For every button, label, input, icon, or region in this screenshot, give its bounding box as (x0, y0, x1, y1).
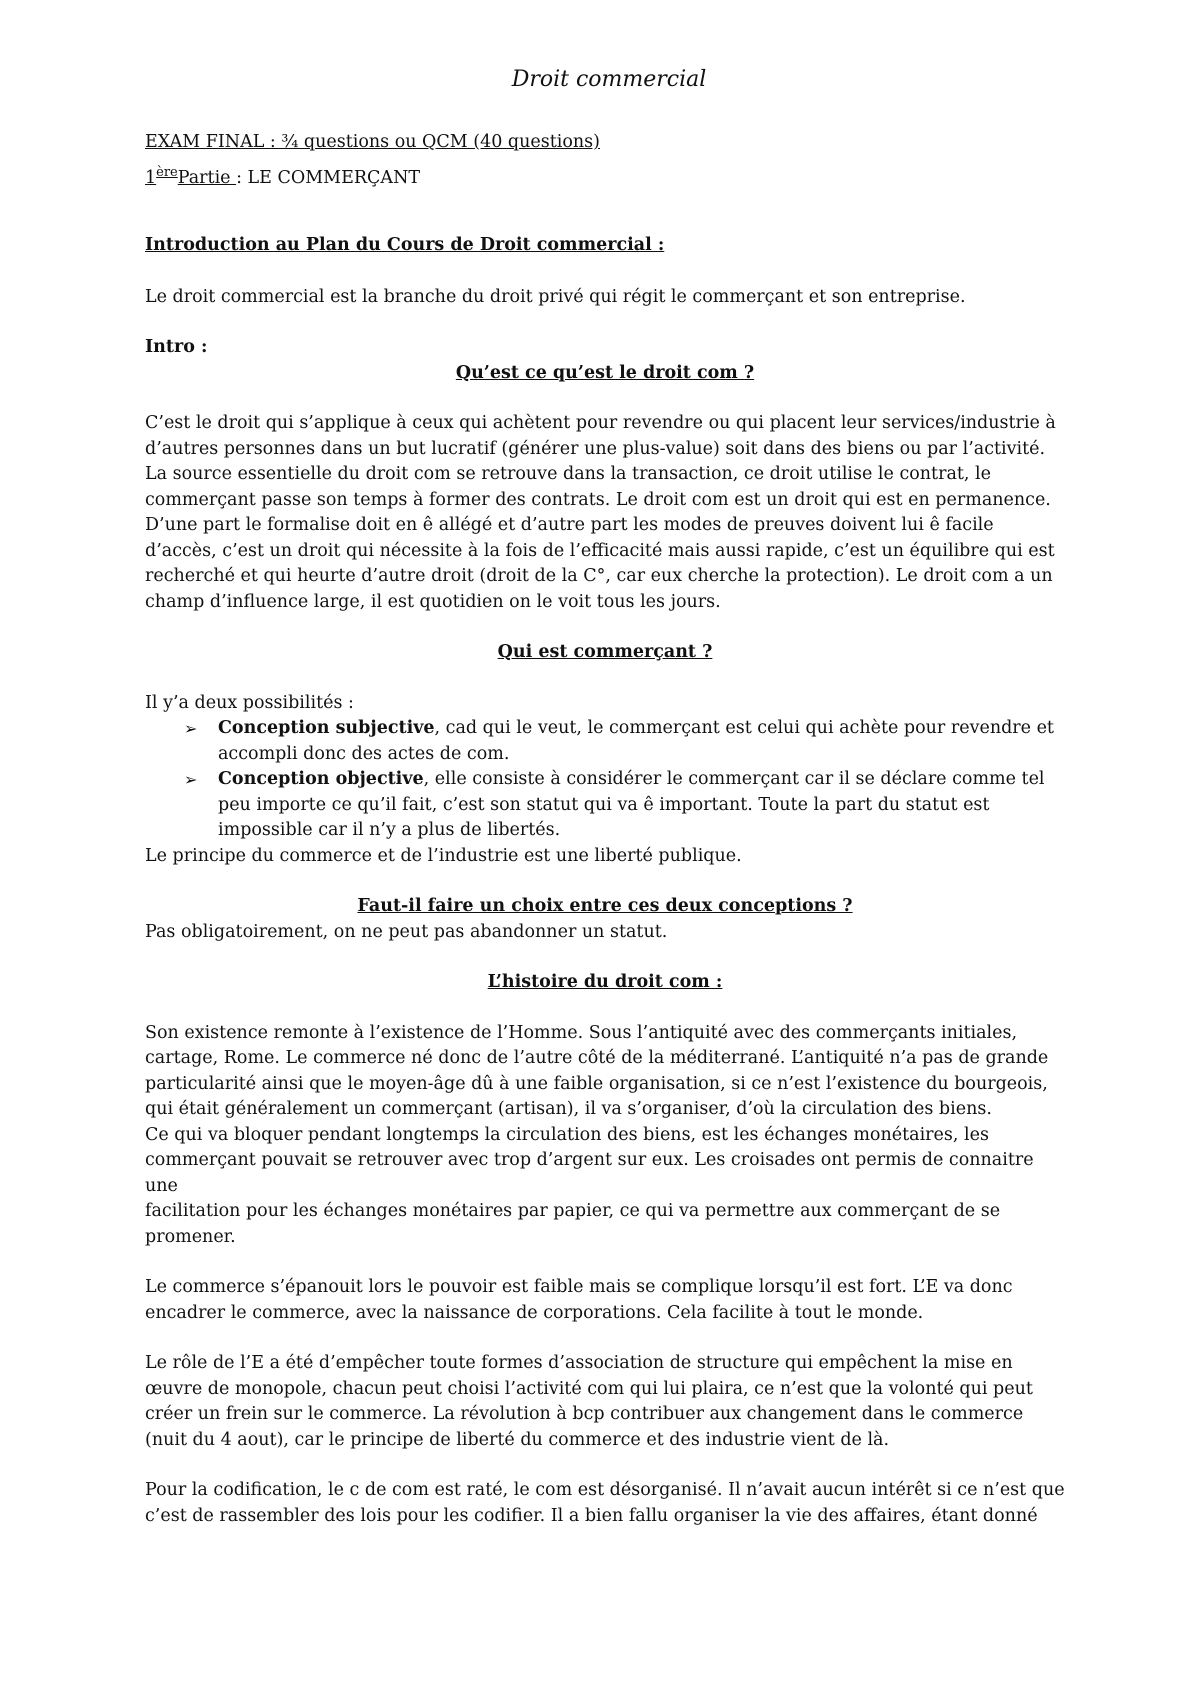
part-title: : LE COMMERÇANT (236, 167, 421, 188)
arrowhead-bullet-icon: ➢ (184, 770, 198, 789)
text-line: (nuit du 4 aout), car le principe de liberté du commerce et des industrie vient de là. (145, 1429, 890, 1450)
bullet-text: peu importe ce qu’il fait, c’est son statut qui va ê important. Toute la part du statut est (218, 794, 990, 815)
definition-paragraph: Le droit commercial est la branche du droit privé qui régit le commerçant et son entreprise. (145, 286, 966, 307)
history-heading: L’histoire du droit com : (487, 972, 723, 992)
text-line: Son existence remonte à l’existence de l’Homme. Sous l’antiquité avec des commerçants initiales, (145, 1022, 1018, 1043)
text-line: créer un frein sur le commerce. La révolution à bcp contribuer aux changement dans le commerce (145, 1404, 1024, 1424)
text-line: Le rôle de l’E a été d’empêcher toute formes d’association de structure qui empêchent la mise en (145, 1353, 1013, 1373)
text-line: c’est de rassembler des lois pour les codifier. Il a bien fallu organiser la vie des affaires, étant donné (145, 1505, 1038, 1526)
possibilities-intro: Il y’a deux possibilités : (145, 692, 354, 713)
text-line: promener. (145, 1226, 236, 1247)
intro-label: Intro : (145, 337, 208, 357)
bullet-text: , elle consiste à considérer le commerçant car il se déclare comme tel (423, 769, 1045, 789)
history-paragraph-1 (145, 1021, 1065, 1251)
text-line: Le commerce s’épanouit lors le pouvoir est faible mais se complique lorsqu’il est fort. L’E va donc (145, 1277, 1013, 1297)
bullet-bold-term: Conception objective (218, 769, 424, 789)
history-paragraph-3 (145, 1351, 1065, 1453)
text-line: encadrer le commerce, avec la naissance de corporations. Cela facilite à tout le monde. (145, 1302, 924, 1323)
list-item (184, 716, 1065, 767)
text-line: œuvre de monopole, chacun peut choisi l’activité com qui lui plaira, ce n’est que la volonté qui peut (145, 1378, 1033, 1399)
text-line: cartage, Rome. Le commerce né donc de l’autre côté de la méditerrané. L’antiquité n’a pas de grande (145, 1048, 1049, 1068)
part-number: 1 (145, 167, 157, 188)
question-heading-2: Qui est commerçant ? (497, 642, 713, 662)
bullet-text: , cad qui le veut, le commerçant est celui qui achète pour revendre et (434, 718, 1054, 738)
text-line: qui était généralement un commerçant (artisan), il va s’organiser, d’où la circulation des biens. (145, 1099, 992, 1119)
conception-list (145, 716, 1065, 844)
document-page (145, 66, 1065, 1529)
arrowhead-bullet-icon: ➢ (184, 719, 198, 738)
part-label: Partie (177, 167, 237, 188)
bullet-text: impossible car il n’y a plus de libertés. (218, 820, 561, 840)
text-line: La source essentielle du droit com se retrouve dans la transaction, ce droit utilise le contrat, le (145, 464, 991, 484)
text-line: D’une part le formalise doit en ê allégé et d’autre part les modes de preuves doivent lui ê facile (145, 515, 994, 535)
paragraph-definition-droit-com (145, 411, 1065, 615)
text-line: commerçant passe son temps à former des contrats. Le droit com est un droit qui est en permanence. (145, 489, 1051, 510)
bullet-text: accompli donc des actes de com. (218, 743, 510, 764)
list-item (184, 767, 1065, 844)
history-paragraph-4 (145, 1478, 1065, 1529)
intro-heading: Introduction au Plan du Cours de Droit commercial : (145, 235, 665, 255)
text-line: C’est le droit qui s’applique à ceux qui achètent pour revendre ou qui placent leur services/industrie à (145, 413, 1056, 433)
text-line: commerçant pouvait se retrouver avec trop d’argent sur eux. Les croisades ont permis de connaitre une (145, 1150, 1034, 1196)
text-line: particularité ainsi que le moyen-âge dû à une faible organisation, si ce n’est l’existence du bourgeois, (145, 1073, 1048, 1094)
text-line: champ d’influence large, il est quotidien on le voit tous les jours. (145, 591, 721, 612)
document-title: Droit commercial (511, 67, 707, 92)
part-line (145, 160, 1065, 192)
exam-line: EXAM FINAL : ¾ questions ou QCM (40 questions) (145, 132, 600, 152)
part-superscript: ère (156, 164, 178, 180)
question-heading-3: Faut-il faire un choix entre ces deux conceptions ? (357, 896, 853, 916)
answer-line: Pas obligatoirement, on ne peut pas abandonner un statut. (145, 921, 668, 942)
text-line: recherché et qui heurte d’autre droit (droit de la C°, car eux cherche la protection). Le droit com a un (145, 566, 1053, 586)
principle-line: Le principe du commerce et de l’industrie est une liberté publique. (145, 845, 742, 866)
text-line: Ce qui va bloquer pendant longtemps la circulation des biens, est les échanges monétaires, les (145, 1124, 989, 1145)
text-line: d’accès, c’est un droit qui nécessite à la fois de l’efficacité mais aussi rapide, c’est un équilibre qui est (145, 540, 1055, 561)
bullet-bold-term: Conception subjective (218, 718, 435, 738)
text-line: Pour la codification, le c de com est raté, le com est désorganisé. Il n’avait aucun intérêt si ce n’est que (145, 1480, 1065, 1500)
question-heading-1: Qu’est ce qu’est le droit com ? (455, 362, 755, 383)
text-line: facilitation pour les échanges monétaires par papier, ce qui va permettre aux commerçant de se (145, 1201, 1001, 1221)
history-paragraph-2 (145, 1275, 1065, 1326)
text-line: d’autres personnes dans un but lucratif (générer une plus-value) soit dans des biens ou par l’activité. (145, 438, 1046, 459)
